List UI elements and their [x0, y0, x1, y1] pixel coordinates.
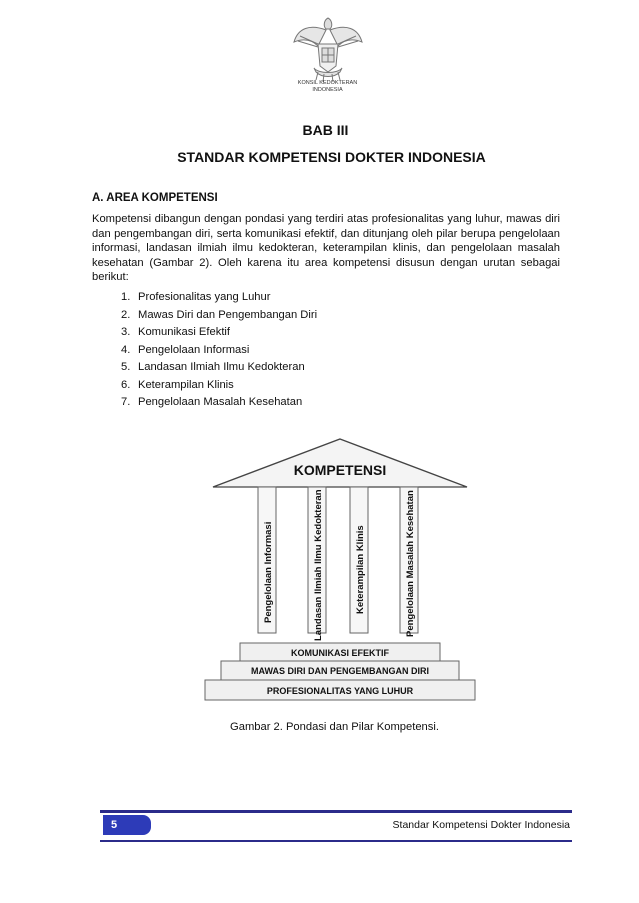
pillar-label: Landasan Ilmiah Ilmu Kedokteran [313, 489, 324, 641]
page-number: 5 [103, 815, 151, 835]
list-item [121, 359, 317, 377]
list-number: 6. [121, 378, 131, 391]
running-title: Standar Kompetensi Dokter Indonesia [392, 819, 570, 831]
list-text: Keterampilan Klinis [138, 378, 234, 391]
list-item [121, 307, 317, 325]
list-number: 3. [121, 326, 131, 338]
step-label: MAWAS DIRI DAN PENGEMBANGAN DIRI [250, 666, 430, 676]
step-label: PROFESIONALITAS YANG LUHUR [266, 686, 414, 696]
step-label: KOMUNIKASI EFEKTIF [291, 648, 389, 658]
list-text: Pengelolaan Masalah Kesehatan [138, 396, 303, 408]
list-text: Komunikasi Efektif [138, 326, 231, 338]
list-item [121, 377, 317, 395]
list-text: Pengelolaan Informasi [138, 343, 250, 356]
pillar-label: Keterampilan Klinis [355, 525, 366, 614]
list-number: 7. [121, 396, 131, 408]
org-line-2: INDONESIA [312, 87, 343, 93]
footer-divider [100, 810, 572, 813]
list-number: 4. [121, 343, 131, 356]
body-paragraph: Kompetensi dibangun dengan pondasi yang terdiri atas profesionalitas yang luhur, mawas diri dan pengembangan diri, serta komunikasi efektif, dan ditunjang oleh pilar berupa pengelolaan informasi, landasan ilmiah ilmu kedokteran, keterampilan klinis, dan pengelolaan masalah kesehatan (Gambar 2). Oleh karena itu area kompetensi disusun dengan urutan sebagai berikut: [92, 213, 560, 283]
list-number: 2. [121, 308, 131, 321]
pillar-label: Pengelolaan Masalah Kesehatan [405, 490, 416, 637]
list-item [121, 289, 317, 307]
page-title: STANDAR KOMPETENSI DOKTER INDONESIA [177, 149, 486, 165]
organization-name [260, 80, 395, 94]
pillar-label: Pengelolaan Informasi [263, 521, 274, 623]
figure-caption: Gambar 2. Pondasi dan Pilar Kompetensi. [230, 721, 439, 733]
list-item [121, 324, 317, 342]
chapter-label: BAB III [302, 122, 349, 138]
competency-list [121, 289, 317, 412]
list-text: Mawas Diri dan Pengembangan Diri [138, 308, 318, 321]
list-item [121, 342, 317, 360]
list-item [121, 394, 317, 412]
competency-pillar-diagram [203, 437, 477, 702]
roof-label: KOMPETENSI [293, 462, 387, 478]
footer-divider-bottom [100, 840, 572, 842]
section-heading: A. AREA KOMPETENSI [92, 192, 218, 204]
list-number: 1. [121, 291, 131, 303]
list-number: 5. [121, 361, 131, 373]
list-text: Landasan Ilmiah Ilmu Kedokteran [138, 361, 305, 373]
org-line-1: KONSIL KEDOKTERAN [297, 80, 358, 86]
list-text: Profesionalitas yang Luhur [138, 291, 271, 303]
garuda-emblem-icon [288, 8, 368, 88]
